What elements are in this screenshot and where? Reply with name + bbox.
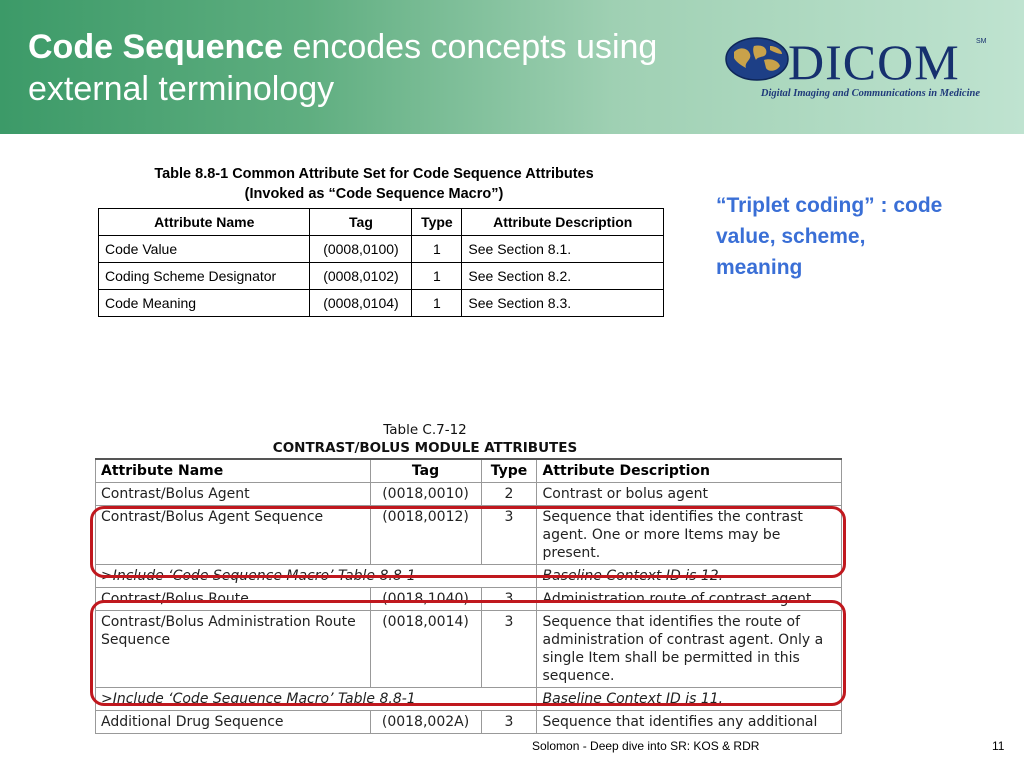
table2-header-cell: Attribute Name xyxy=(96,459,371,483)
table1-header-row xyxy=(99,209,664,236)
table-cell: (0018,0014) xyxy=(370,611,481,688)
table-cell: See Section 8.2. xyxy=(462,263,664,290)
logo-wordmark: DICOM xyxy=(788,34,960,90)
page-number: 11 xyxy=(992,739,1005,753)
table-cell: Coding Scheme Designator xyxy=(99,263,310,290)
include-macro-cell: >Include ‘Code Sequence Macro’ Table 8.8-1 xyxy=(96,565,537,588)
globe-icon xyxy=(724,36,790,82)
table-cell: Sequence that identifies the contrast agent. One or more Items may be present. xyxy=(537,506,842,565)
table2-header-cell: Attribute Description xyxy=(537,459,842,483)
slide-title-bold: Code Sequence xyxy=(28,28,284,66)
table-cell: 1 xyxy=(412,236,462,263)
table-cell: Contrast or bolus agent xyxy=(537,483,842,506)
highlight-agent-sequence xyxy=(90,506,846,578)
table2-header-cell: Tag xyxy=(370,459,481,483)
table-cell: (0008,0102) xyxy=(310,263,412,290)
table-cell: (0018,1040) xyxy=(370,588,481,611)
table2-title-line1: Table C.7-12 xyxy=(383,422,467,438)
table-cell: 3 xyxy=(481,506,537,565)
table-cell: (0018,0010) xyxy=(370,483,481,506)
table2-header-row xyxy=(96,459,842,483)
table-cell: Code Meaning xyxy=(99,290,310,317)
code-sequence-macro-table xyxy=(98,208,664,317)
table1-header-cell: Attribute Name xyxy=(99,209,310,236)
table-cell: (0008,0104) xyxy=(310,290,412,317)
highlight-route-sequence xyxy=(90,600,846,706)
table-cell: 1 xyxy=(412,290,462,317)
table-cell: 3 xyxy=(481,711,537,734)
table-cell: 2 xyxy=(481,483,537,506)
table-row xyxy=(99,290,664,317)
table2-header-cell: Type xyxy=(481,459,537,483)
table1-header-cell: Tag xyxy=(310,209,412,236)
table-cell: Additional Drug Sequence xyxy=(96,711,371,734)
table2-title-line2: CONTRAST/BOLUS MODULE ATTRIBUTES xyxy=(272,440,578,456)
context-id-cell: Baseline Context ID is 12. xyxy=(537,565,842,588)
table-cell: 3 xyxy=(481,588,537,611)
table-cell: Contrast/Bolus Administration Route Sequence xyxy=(96,611,371,688)
table-row xyxy=(99,263,664,290)
table-cell: Code Value xyxy=(99,236,310,263)
table-cell: Sequence that identifies any additional xyxy=(537,711,842,734)
title-banner xyxy=(0,0,1024,134)
logo-subtitle: Digital Imaging and Communications in Medicine xyxy=(760,88,980,99)
logo-servicemark: SM xyxy=(976,38,987,45)
table-cell: Sequence that identifies the route of administration of contrast agent. Only a single Item shall be permitted in this sequence. xyxy=(537,611,842,688)
table-cell: See Section 8.1. xyxy=(462,236,664,263)
table1-caption xyxy=(100,164,648,204)
table1-header-cell: Type xyxy=(412,209,462,236)
context-id-cell: Baseline Context ID is 11. xyxy=(537,688,842,711)
dicom-logo xyxy=(724,30,994,104)
table-cell: Contrast/Bolus Agent xyxy=(96,483,371,506)
table-cell: 3 xyxy=(481,611,537,688)
slide-title xyxy=(28,26,688,110)
table-row xyxy=(99,236,664,263)
table-cell: (0018,0012) xyxy=(370,506,481,565)
table-cell: Contrast/Bolus Route xyxy=(96,588,371,611)
table-row xyxy=(96,711,842,734)
table-row xyxy=(96,483,842,506)
table-cell: 1 xyxy=(412,263,462,290)
table1-caption-line2: (Invoked as “Code Sequence Macro”) xyxy=(244,186,504,202)
table-cell: See Section 8.3. xyxy=(462,290,664,317)
include-macro-cell: >Include ‘Code Sequence Macro’ Table 8.8-1 xyxy=(96,688,537,711)
table1-header-cell: Attribute Description xyxy=(462,209,664,236)
table-cell: Contrast/Bolus Agent Sequence xyxy=(96,506,371,565)
table-cell: Administration route of contrast agent xyxy=(537,588,842,611)
table-cell: (0018,002A) xyxy=(370,711,481,734)
table2-title xyxy=(96,421,754,457)
table1-caption-line1: Table 8.8-1 Common Attribute Set for Code Sequence Attributes xyxy=(154,166,594,182)
table-cell: (0008,0100) xyxy=(310,236,412,263)
triplet-coding-note: “Triplet coding” : code value, scheme, meaning xyxy=(716,194,943,279)
footer-text: Solomon - Deep dive into SR: KOS & RDR xyxy=(532,739,760,753)
slide-title-rest: encodes concepts using external terminology xyxy=(28,28,658,108)
